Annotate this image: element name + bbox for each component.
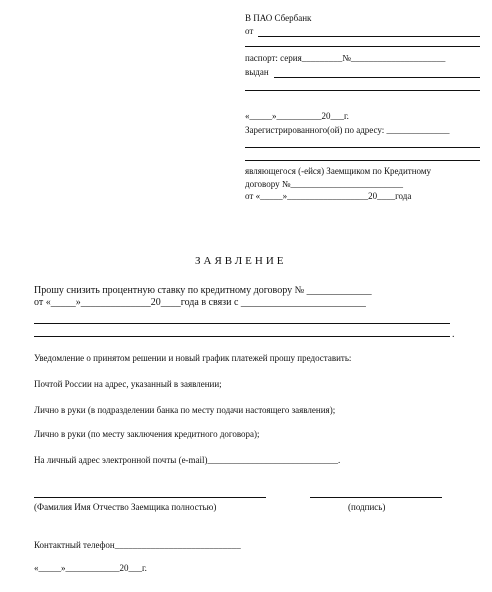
option-email: На личный адрес электронной почты (e-mail)_____________________________. — [34, 455, 341, 465]
signature-date: «_____»____________20___г. — [34, 563, 147, 573]
signature-line — [310, 497, 442, 498]
signature-caption: (подпись) — [348, 502, 386, 512]
option-bank-branch: Лично в руки (в подразделении банка по месту подачи настоящего заявления); — [34, 405, 336, 415]
issued-line — [274, 77, 480, 78]
from-line — [258, 36, 480, 37]
address-line-2 — [245, 160, 480, 161]
request-line-2: от «_____»______________20____года в связи с _________________________ — [34, 297, 366, 308]
from-line-2 — [245, 46, 480, 47]
credit-contract-number: договору №_________________________ — [245, 179, 403, 189]
reason-line-1 — [34, 323, 450, 324]
from-label: от — [245, 26, 254, 36]
bank-name: В ПАО Сбербанк — [245, 13, 312, 23]
request-line-1: Прошу снизить процентную ставку по кредитному договору № _____________ — [34, 285, 372, 296]
option-post: Почтой России на адрес, указанный в заявлении; — [34, 379, 222, 389]
reason-line-2 — [34, 336, 450, 337]
fullname-caption: (Фамилия Имя Отчество Заемщика полностью) — [34, 502, 217, 512]
fullname-line — [34, 497, 266, 498]
end-dot: . — [452, 329, 455, 340]
credit-contract-date: от «_____»__________________20____года — [245, 191, 412, 201]
borrower-text: являющегося (-ейся) Заемщиком по Кредитному — [245, 166, 432, 176]
document-title: ЗАЯВЛЕНИЕ — [195, 255, 287, 267]
passport-line: паспорт: серия_________№_____________________ — [245, 53, 446, 63]
notice-text: Уведомление о принятом решении и новый график платежей прошу предоставить: — [34, 353, 352, 363]
issued-label: выдан — [245, 67, 269, 77]
address-line-1 — [245, 147, 480, 148]
option-contract-place: Лично в руки (по месту заключения кредитного договора); — [34, 429, 260, 439]
contact-phone: Контактный телефон____________________________ — [34, 540, 241, 550]
issued-line-2 — [245, 90, 480, 91]
issue-date: «_____»__________20___г. — [245, 111, 349, 121]
registered-address: Зарегистрированного(ой) по адресу: ______________ — [245, 125, 450, 135]
